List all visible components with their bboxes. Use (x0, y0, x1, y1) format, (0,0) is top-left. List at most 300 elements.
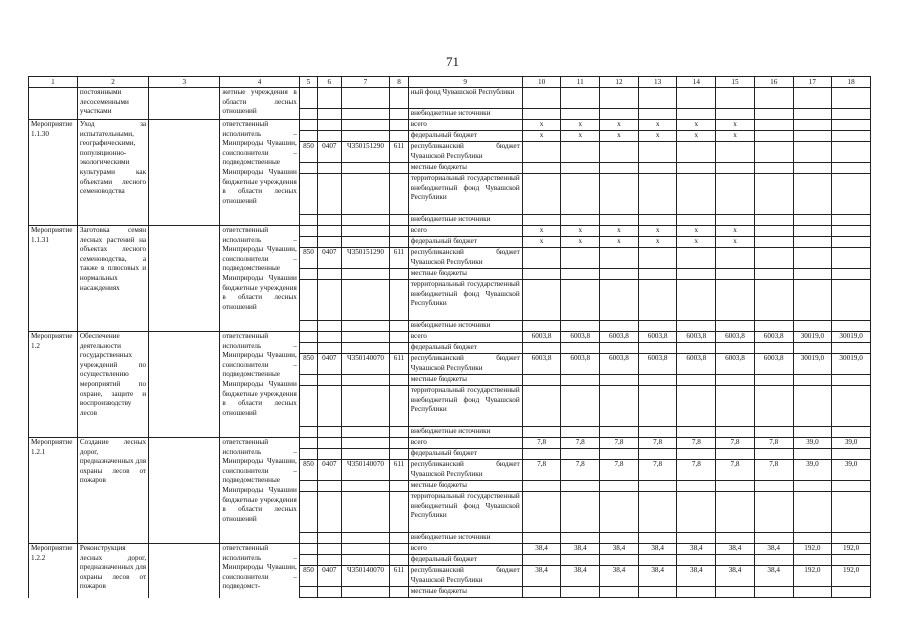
funding-source-fed: федеральный бюджет (408, 237, 522, 248)
value-cell: 7,8 (638, 460, 677, 481)
code-cell (341, 555, 390, 566)
value-cell (793, 215, 832, 226)
measure-type-cell: Мероприятие 1.2 (29, 332, 78, 438)
value-cell (561, 449, 600, 460)
measure-type-cell: Мероприятие 1.2.2 (29, 544, 78, 598)
value-cell: 38,4 (754, 544, 793, 555)
value-cell (832, 248, 871, 269)
value-cell (522, 215, 561, 226)
code-cell (299, 587, 317, 598)
value-cell: 38,4 (561, 566, 600, 587)
funding-source-fund: территориальный государственный внебюджетный фонд Чувашской Республики (408, 492, 522, 533)
value-cell: 6003,8 (677, 332, 716, 343)
value-cell: x (638, 120, 677, 131)
value-cell: 30019,0 (793, 332, 832, 343)
code-cell (341, 88, 390, 109)
budget-code-rz: 0407 (318, 460, 341, 481)
value-cell (716, 163, 755, 174)
value-cell: 7,8 (522, 438, 561, 449)
code-cell (341, 438, 390, 449)
value-cell (638, 269, 677, 280)
code-cell (318, 237, 341, 248)
value-cell: 6003,8 (677, 354, 716, 375)
value-cell (561, 386, 600, 427)
code-cell (390, 321, 408, 332)
source-cell: ный фонд Чувашской Республики (408, 88, 522, 109)
code-cell (341, 587, 390, 598)
budget-code-gr: 850 (299, 566, 317, 587)
value-cell: x (522, 131, 561, 142)
value-cell (793, 88, 832, 109)
value-cell (832, 492, 871, 533)
code-cell (390, 109, 408, 120)
value-cell (600, 427, 639, 438)
value-cell (677, 343, 716, 354)
code-cell (390, 120, 408, 131)
value-cell: 38,4 (600, 544, 639, 555)
funding-source-rep: республиканский бюджет Чувашской Республики (408, 354, 522, 375)
value-cell (677, 492, 716, 533)
code-cell (318, 481, 341, 492)
value-cell (561, 174, 600, 215)
column-number: 11 (561, 77, 600, 88)
code-cell (299, 449, 317, 460)
code-cell (299, 88, 317, 109)
value-cell: 6003,8 (754, 332, 793, 343)
code-cell (390, 131, 408, 142)
value-cell (754, 587, 793, 598)
value-cell (793, 120, 832, 131)
goal-cell (149, 438, 220, 544)
value-cell (561, 269, 600, 280)
code-cell (390, 280, 408, 321)
value-cell (522, 109, 561, 120)
value-cell (522, 88, 561, 109)
value-cell: 6003,8 (600, 332, 639, 343)
funding-source-ext: внебюджетные источники (408, 533, 522, 544)
code-cell (299, 280, 317, 321)
value-cell (754, 237, 793, 248)
value-cell (561, 321, 600, 332)
code-cell (318, 215, 341, 226)
value-cell: 6003,8 (716, 332, 755, 343)
column-number: 8 (390, 77, 408, 88)
measure-name-cell: Реконструкция лесных дорог, предназначенных для охраны лесов от пожаров (77, 544, 148, 598)
value-cell: 38,4 (754, 566, 793, 587)
value-cell (754, 492, 793, 533)
funding-source-fund: территориальный государственный внебюджетный фонд Чувашской Республики (408, 386, 522, 427)
budget-code-vr: 611 (390, 248, 408, 269)
value-cell (561, 248, 600, 269)
code-cell (390, 544, 408, 555)
budget-code-gr: 850 (299, 354, 317, 375)
value-cell: x (716, 131, 755, 142)
value-cell (561, 555, 600, 566)
code-cell (299, 131, 317, 142)
code-cell (341, 131, 390, 142)
value-cell: 7,8 (754, 460, 793, 481)
value-cell (754, 120, 793, 131)
value-cell (522, 321, 561, 332)
value-cell (638, 215, 677, 226)
budget-code-rz: 0407 (318, 248, 341, 269)
value-cell: 38,4 (600, 566, 639, 587)
value-cell (677, 427, 716, 438)
value-cell: 6003,8 (638, 354, 677, 375)
value-cell (638, 481, 677, 492)
column-number: 2 (77, 77, 148, 88)
code-cell (299, 321, 317, 332)
funding-source-rep: республиканский бюджет Чувашской Республики (408, 460, 522, 481)
value-cell (754, 88, 793, 109)
column-number: 5 (299, 77, 317, 88)
value-cell (638, 142, 677, 163)
value-cell (832, 481, 871, 492)
code-cell (390, 226, 408, 237)
value-cell: 6003,8 (754, 354, 793, 375)
code-cell (390, 163, 408, 174)
value-cell (793, 109, 832, 120)
value-cell (793, 386, 832, 427)
code-cell (318, 109, 341, 120)
value-cell (832, 533, 871, 544)
value-cell (638, 427, 677, 438)
value-cell (832, 131, 871, 142)
budget-code-csr: Ч350140070 (341, 566, 390, 587)
code-cell (318, 269, 341, 280)
value-cell (561, 280, 600, 321)
value-cell (793, 555, 832, 566)
value-cell (600, 481, 639, 492)
measure-type-cell: Мероприятие 1.1.31 (29, 226, 78, 332)
value-cell: x (638, 131, 677, 142)
value-cell: 7,8 (600, 460, 639, 481)
value-cell (793, 492, 832, 533)
goal-cell (149, 88, 220, 120)
value-cell: 7,8 (522, 460, 561, 481)
value-cell (638, 375, 677, 386)
value-cell (677, 215, 716, 226)
value-cell (522, 555, 561, 566)
value-cell: x (522, 226, 561, 237)
budget-code-csr: Ч350140070 (341, 460, 390, 481)
value-cell (832, 109, 871, 120)
value-cell (754, 481, 793, 492)
code-cell (318, 120, 341, 131)
column-number: 6 (318, 77, 341, 88)
value-cell (677, 280, 716, 321)
funding-source-rep: республиканский бюджет Чувашской Республики (408, 142, 522, 163)
measure-name-cell: Обеспечение деятельности государственных учреждений по осуществлению мероприятий по охране, защите и воспроизводству лесов (77, 332, 148, 438)
measure-type-cell: Мероприятие 1.1.30 (29, 120, 78, 226)
value-cell (716, 555, 755, 566)
value-cell: 38,4 (638, 544, 677, 555)
funding-source-loc: местные бюджеты (408, 587, 522, 598)
value-cell: 6003,8 (522, 332, 561, 343)
budget-code-vr: 611 (390, 460, 408, 481)
value-cell (677, 88, 716, 109)
value-cell (716, 343, 755, 354)
funding-source-loc: местные бюджеты (408, 163, 522, 174)
value-cell (832, 142, 871, 163)
value-cell (832, 215, 871, 226)
code-cell (341, 321, 390, 332)
value-cell: 39,0 (832, 460, 871, 481)
budget-code-vr: 611 (390, 354, 408, 375)
budget-code-csr: Ч350151290 (341, 142, 390, 163)
budget-code-gr: 850 (299, 248, 317, 269)
value-cell (832, 120, 871, 131)
value-cell (716, 427, 755, 438)
code-cell (318, 449, 341, 460)
funding-source-loc: местные бюджеты (408, 481, 522, 492)
value-cell (677, 163, 716, 174)
value-cell (600, 375, 639, 386)
value-cell: x (716, 237, 755, 248)
code-cell (341, 226, 390, 237)
value-cell (638, 321, 677, 332)
value-cell (754, 215, 793, 226)
code-cell (341, 120, 390, 131)
value-cell (716, 174, 755, 215)
code-cell (318, 544, 341, 555)
column-number: 14 (677, 77, 716, 88)
value-cell (832, 449, 871, 460)
value-cell: 38,4 (716, 566, 755, 587)
code-cell (390, 88, 408, 109)
value-cell (561, 533, 600, 544)
value-cell (561, 587, 600, 598)
executor-cell: ответственный исполнитель – Минприроды Чувашии, соисполнители – подведомственные Минприроды Чувашии бюджетные учреждения в области лесных отношений (220, 438, 299, 544)
value-cell (600, 386, 639, 427)
value-cell (600, 449, 639, 460)
funding-source-ext: внебюджетные источники (408, 321, 522, 332)
column-number: 4 (220, 77, 299, 88)
goal-cell (149, 120, 220, 226)
value-cell: x (561, 226, 600, 237)
code-cell (390, 427, 408, 438)
code-cell (299, 555, 317, 566)
code-cell (299, 109, 317, 120)
value-cell (754, 280, 793, 321)
value-cell (638, 587, 677, 598)
funding-source-all: всего (408, 120, 522, 131)
table-row (29, 120, 871, 131)
code-cell (341, 332, 390, 343)
value-cell (600, 109, 639, 120)
measure-name-cell: постоянными лесосеменными участками (77, 88, 148, 120)
value-cell (832, 163, 871, 174)
executor-cell: ответственный исполнитель – Минприроды Чувашии, соисполнители – подведомст- (220, 544, 299, 598)
funding-source-fed: федеральный бюджет (408, 343, 522, 354)
value-cell (561, 109, 600, 120)
code-cell (390, 587, 408, 598)
value-cell: 7,8 (716, 460, 755, 481)
value-cell: 38,4 (716, 544, 755, 555)
value-cell (600, 215, 639, 226)
code-cell (318, 555, 341, 566)
value-cell: x (561, 237, 600, 248)
value-cell: 30019,0 (793, 354, 832, 375)
code-cell (318, 321, 341, 332)
value-cell (638, 449, 677, 460)
value-cell (754, 386, 793, 427)
value-cell: 6003,8 (716, 354, 755, 375)
value-cell: 7,8 (561, 438, 600, 449)
value-cell (793, 280, 832, 321)
value-cell (638, 248, 677, 269)
value-cell: x (677, 237, 716, 248)
value-cell (677, 269, 716, 280)
funding-source-fed: федеральный бюджет (408, 555, 522, 566)
value-cell (522, 174, 561, 215)
value-cell (793, 449, 832, 460)
value-cell (677, 142, 716, 163)
code-cell (341, 533, 390, 544)
column-number: 7 (341, 77, 390, 88)
value-cell (754, 174, 793, 215)
value-cell (600, 163, 639, 174)
value-cell: 39,0 (793, 460, 832, 481)
code-cell (318, 131, 341, 142)
code-cell (341, 163, 390, 174)
table-row (29, 226, 871, 237)
budget-code-vr: 611 (390, 142, 408, 163)
code-cell (341, 109, 390, 120)
funding-source-ext: внебюджетные источники (408, 215, 522, 226)
value-cell (754, 343, 793, 354)
value-cell (561, 427, 600, 438)
value-cell: 7,8 (638, 438, 677, 449)
value-cell (677, 321, 716, 332)
value-cell: 30019,0 (832, 354, 871, 375)
value-cell: x (716, 226, 755, 237)
value-cell (793, 248, 832, 269)
budget-code-csr: Ч350151290 (341, 248, 390, 269)
budget-code-vr: 611 (390, 566, 408, 587)
code-cell (390, 332, 408, 343)
value-cell: 6003,8 (561, 332, 600, 343)
value-cell (716, 269, 755, 280)
measure-type-cell (29, 88, 78, 120)
code-cell (299, 269, 317, 280)
value-cell (600, 142, 639, 163)
column-number: 13 (638, 77, 677, 88)
code-cell (318, 174, 341, 215)
value-cell (561, 492, 600, 533)
column-number: 15 (716, 77, 755, 88)
value-cell: x (522, 237, 561, 248)
value-cell: x (600, 120, 639, 131)
code-cell (299, 343, 317, 354)
column-number: 18 (832, 77, 871, 88)
value-cell (754, 449, 793, 460)
value-cell: x (638, 226, 677, 237)
value-cell (832, 386, 871, 427)
code-cell (318, 386, 341, 427)
measure-type-cell: Мероприятие 1.2.1 (29, 438, 78, 544)
value-cell (793, 587, 832, 598)
code-cell (299, 533, 317, 544)
value-cell: 192,0 (832, 544, 871, 555)
value-cell (600, 174, 639, 215)
value-cell (522, 142, 561, 163)
value-cell (793, 375, 832, 386)
table-row (29, 332, 871, 343)
value-cell: 7,8 (754, 438, 793, 449)
value-cell (793, 131, 832, 142)
value-cell (754, 109, 793, 120)
value-cell (677, 386, 716, 427)
funding-source-all: всего (408, 332, 522, 343)
value-cell (832, 88, 871, 109)
value-cell: 38,4 (677, 544, 716, 555)
value-cell (561, 88, 600, 109)
value-cell (793, 269, 832, 280)
value-cell (793, 321, 832, 332)
funding-source-loc: местные бюджеты (408, 375, 522, 386)
value-cell (716, 109, 755, 120)
value-cell (638, 533, 677, 544)
value-cell (716, 142, 755, 163)
column-number: 10 (522, 77, 561, 88)
table-row (29, 544, 871, 555)
value-cell (754, 142, 793, 163)
code-cell (341, 427, 390, 438)
value-cell (716, 492, 755, 533)
code-cell (299, 375, 317, 386)
code-cell (390, 375, 408, 386)
value-cell: x (600, 131, 639, 142)
value-cell: x (677, 226, 716, 237)
budget-code-rz: 0407 (318, 354, 341, 375)
value-cell (754, 427, 793, 438)
code-cell (341, 386, 390, 427)
value-cell (600, 343, 639, 354)
value-cell (832, 555, 871, 566)
value-cell (638, 163, 677, 174)
value-cell (716, 481, 755, 492)
code-cell (390, 269, 408, 280)
code-cell (341, 174, 390, 215)
measure-name-cell: Заготовка семян лесных растений на объектах лесного семеноводства, а также в плюсовых и нормальных насаждениях (77, 226, 148, 332)
value-cell (522, 386, 561, 427)
value-cell: 38,4 (522, 566, 561, 587)
header-row (29, 77, 871, 88)
column-number: 16 (754, 77, 793, 88)
value-cell: 39,0 (793, 438, 832, 449)
code-cell (390, 533, 408, 544)
value-cell (754, 131, 793, 142)
value-cell (793, 481, 832, 492)
value-cell (716, 321, 755, 332)
value-cell (600, 533, 639, 544)
code-cell (341, 280, 390, 321)
measure-name-cell: Создание лесных дорог, предназначенных для охраны лесов от пожаров (77, 438, 148, 544)
budget-code-rz: 0407 (318, 142, 341, 163)
value-cell (522, 481, 561, 492)
value-cell (832, 269, 871, 280)
value-cell (754, 375, 793, 386)
value-cell (561, 343, 600, 354)
value-cell (716, 386, 755, 427)
code-cell (390, 237, 408, 248)
value-cell: x (600, 226, 639, 237)
value-cell: 6003,8 (600, 354, 639, 375)
funding-source-fed: федеральный бюджет (408, 449, 522, 460)
value-cell (638, 88, 677, 109)
code-cell (341, 449, 390, 460)
